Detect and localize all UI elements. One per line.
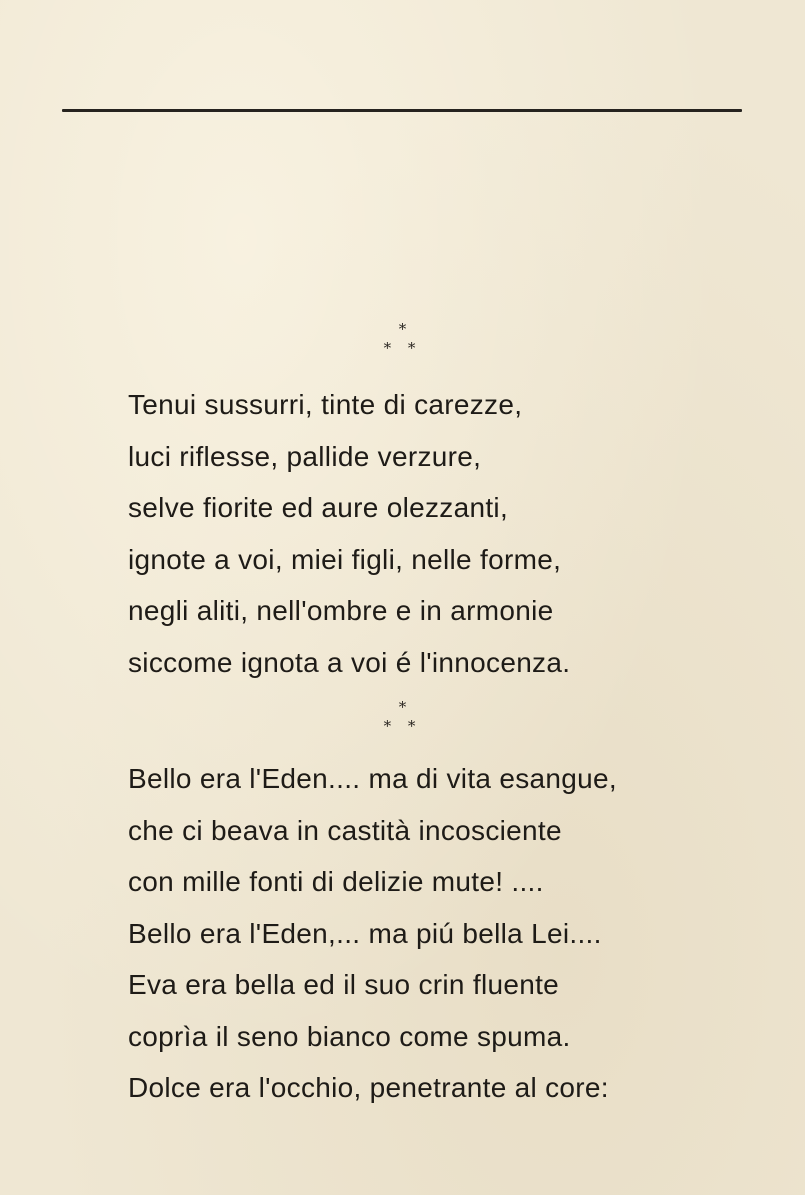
poem-line: coprìa il seno bianco come spuma. bbox=[128, 1020, 571, 1052]
asterism-top: * bbox=[398, 698, 407, 716]
poem-line: Bello era l'Eden.... ma di vita esangue, bbox=[128, 763, 617, 794]
asterism-separator bbox=[0, 700, 805, 734]
poem-line: selve fiorite ed aure olezzanti, bbox=[128, 492, 509, 523]
poem-line: con mille fonti di delizie mute! .... bbox=[128, 866, 544, 897]
poem-line: che ci beava in castità incosciente bbox=[128, 814, 562, 846]
stanza-2 bbox=[128, 753, 748, 1114]
poem-line: Dolce era l'occhio, penetrante al core: bbox=[128, 1072, 609, 1103]
poem-line: ignote a voi, miei figli, nelle forme, bbox=[128, 543, 562, 575]
poem-line: negli aliti, nell'ombre e in armonie bbox=[128, 595, 554, 626]
poem-line: siccome ignota a voi é l'innocenza. bbox=[128, 646, 571, 678]
asterism-separator bbox=[0, 322, 805, 356]
asterism-bottom: * * bbox=[383, 339, 422, 357]
poem-line: luci riflesse, pallide verzure, bbox=[128, 440, 482, 472]
top-rule bbox=[62, 109, 742, 112]
poem-line: Eva era bella ed il suo crin fluente bbox=[128, 969, 560, 1000]
asterism-top: * bbox=[398, 320, 407, 338]
poem-line: Bello era l'Eden,... ma piú bella Lei.... bbox=[128, 917, 602, 949]
stanza-1 bbox=[128, 379, 748, 688]
poem-line: Tenui sussurri, tinte di carezze, bbox=[128, 389, 523, 420]
asterism-bottom: * * bbox=[383, 717, 422, 735]
